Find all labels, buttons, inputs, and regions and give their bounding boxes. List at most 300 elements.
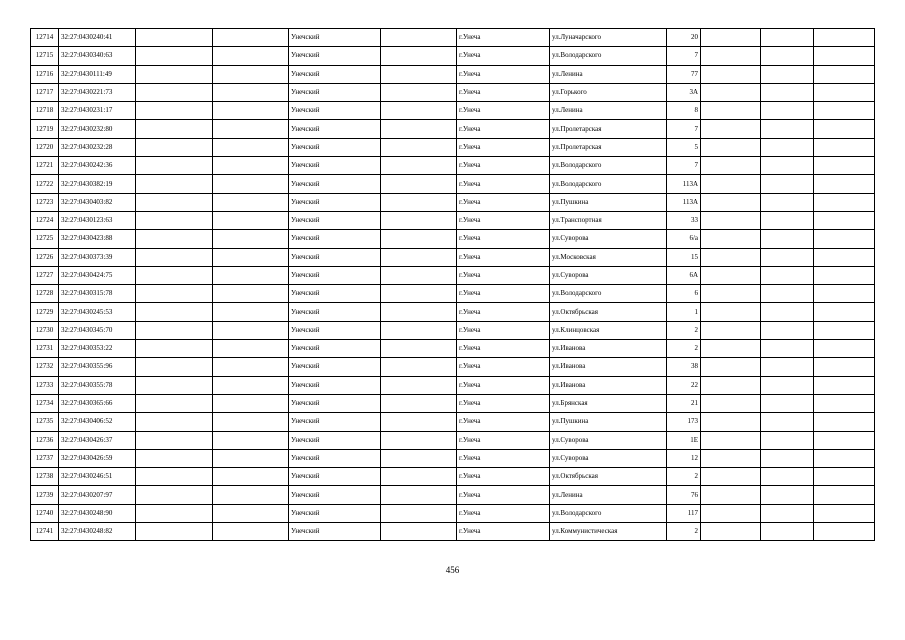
empty-cell [213,102,289,120]
cadastral-number-cell: 32:27:0430345:70 [59,321,136,339]
district-cell: Унечский [289,321,381,339]
table-row [31,83,875,101]
empty-cell [213,138,289,156]
empty-cell [136,394,213,412]
empty-cell [814,47,875,65]
table-row [31,303,875,321]
empty-cell [136,285,213,303]
empty-cell [761,248,814,266]
empty-cell [761,120,814,138]
district-cell: Унечский [289,266,381,284]
empty-cell [701,321,761,339]
cadastral-number-cell: 32:27:0430231:17 [59,102,136,120]
empty-cell [814,449,875,467]
empty-cell [381,211,457,229]
row-number-cell: 12722 [31,175,59,193]
empty-cell [701,266,761,284]
cadastral-number-cell: 32:27:0430424:75 [59,266,136,284]
city-cell: г.Унеча [457,285,550,303]
registry-table-container [30,28,874,541]
cadastral-number-cell: 32:27:0430242:36 [59,157,136,175]
empty-cell [381,83,457,101]
empty-cell [136,266,213,284]
table-row [31,394,875,412]
empty-cell [136,138,213,156]
empty-cell [136,193,213,211]
empty-cell [136,504,213,522]
empty-cell [381,138,457,156]
empty-cell [761,321,814,339]
empty-cell [136,431,213,449]
empty-cell [761,266,814,284]
empty-cell [381,376,457,394]
cadastral-number-cell: 32:27:0430248:82 [59,523,136,541]
city-cell: г.Унеча [457,138,550,156]
empty-cell [814,394,875,412]
empty-cell [136,175,213,193]
empty-cell [814,340,875,358]
table-row [31,175,875,193]
empty-cell [381,486,457,504]
empty-cell [136,65,213,83]
empty-cell [701,413,761,431]
empty-cell [814,266,875,284]
table-row [31,102,875,120]
house-number-cell: 113А [667,193,701,211]
street-cell: ул.Луначарского [550,29,667,47]
district-cell: Унечский [289,431,381,449]
city-cell: г.Унеча [457,340,550,358]
district-cell: Унечский [289,285,381,303]
city-cell: г.Унеча [457,248,550,266]
table-row [31,157,875,175]
house-number-cell: 22 [667,376,701,394]
empty-cell [814,303,875,321]
district-cell: Унечский [289,120,381,138]
cadastral-number-cell: 32:27:0430123:63 [59,211,136,229]
empty-cell [761,504,814,522]
table-row [31,504,875,522]
empty-cell [701,120,761,138]
row-number-cell: 12737 [31,449,59,467]
street-cell: ул.Володарского [550,47,667,65]
empty-cell [701,248,761,266]
registry-table-body [31,29,875,541]
house-number-cell: 173 [667,413,701,431]
page-number: 456 [445,565,460,575]
empty-cell [381,266,457,284]
empty-cell [701,211,761,229]
empty-cell [213,340,289,358]
empty-cell [814,83,875,101]
row-number-cell: 12735 [31,413,59,431]
district-cell: Унечский [289,376,381,394]
empty-cell [701,358,761,376]
district-cell: Унечский [289,211,381,229]
house-number-cell: 6/а [667,230,701,248]
empty-cell [136,157,213,175]
empty-cell [136,120,213,138]
empty-cell [761,102,814,120]
table-row [31,358,875,376]
district-cell: Унечский [289,193,381,211]
cadastral-number-cell: 32:27:0430248:90 [59,504,136,522]
empty-cell [381,468,457,486]
cadastral-number-cell: 32:27:0430382:19 [59,175,136,193]
empty-cell [761,175,814,193]
empty-cell [213,486,289,504]
street-cell: ул.Пролетарская [550,138,667,156]
empty-cell [761,285,814,303]
row-number-cell: 12725 [31,230,59,248]
city-cell: г.Унеча [457,413,550,431]
empty-cell [701,449,761,467]
empty-cell [761,449,814,467]
house-number-cell: 6 [667,285,701,303]
empty-cell [136,449,213,467]
cadastral-number-cell: 32:27:0430355:78 [59,376,136,394]
empty-cell [381,120,457,138]
empty-cell [701,523,761,541]
empty-cell [213,83,289,101]
registry-table [30,28,875,541]
empty-cell [701,376,761,394]
empty-cell [814,120,875,138]
street-cell: ул.Суворова [550,449,667,467]
empty-cell [761,358,814,376]
house-number-cell: 7 [667,157,701,175]
empty-cell [701,29,761,47]
city-cell: г.Унеча [457,29,550,47]
house-number-cell: 6А [667,266,701,284]
empty-cell [814,376,875,394]
street-cell: ул.Транспортная [550,211,667,229]
house-number-cell: 77 [667,65,701,83]
district-cell: Унечский [289,175,381,193]
house-number-cell: 15 [667,248,701,266]
district-cell: Унечский [289,230,381,248]
empty-cell [761,230,814,248]
table-row [31,413,875,431]
row-number-cell: 12719 [31,120,59,138]
table-row [31,266,875,284]
row-number-cell: 12740 [31,504,59,522]
empty-cell [701,303,761,321]
street-cell: ул.Иванова [550,340,667,358]
row-number-cell: 12734 [31,394,59,412]
empty-cell [213,321,289,339]
district-cell: Унечский [289,248,381,266]
house-number-cell: 2 [667,468,701,486]
row-number-cell: 12733 [31,376,59,394]
empty-cell [701,102,761,120]
city-cell: г.Унеча [457,394,550,412]
street-cell: ул.Клинцовская [550,321,667,339]
city-cell: г.Унеча [457,83,550,101]
empty-cell [136,358,213,376]
empty-cell [761,468,814,486]
street-cell: ул.Ленина [550,102,667,120]
empty-cell [381,102,457,120]
street-cell: ул.Октябрьская [550,468,667,486]
street-cell: ул.Пушкина [550,413,667,431]
empty-cell [814,193,875,211]
cadastral-number-cell: 32:27:0430245:53 [59,303,136,321]
empty-cell [381,175,457,193]
district-cell: Унечский [289,157,381,175]
row-number-cell: 12721 [31,157,59,175]
empty-cell [701,193,761,211]
empty-cell [701,138,761,156]
empty-cell [381,65,457,83]
table-row [31,523,875,541]
district-cell: Унечский [289,449,381,467]
empty-cell [213,266,289,284]
empty-cell [814,29,875,47]
city-cell: г.Унеча [457,431,550,449]
table-row [31,486,875,504]
house-number-cell: 76 [667,486,701,504]
table-row [31,468,875,486]
empty-cell [213,523,289,541]
empty-cell [761,486,814,504]
city-cell: г.Унеча [457,468,550,486]
street-cell: ул.Ленина [550,486,667,504]
empty-cell [701,83,761,101]
empty-cell [136,29,213,47]
street-cell: ул.Володарского [550,157,667,175]
street-cell: ул.Брянская [550,394,667,412]
street-cell: ул.Ленина [550,65,667,83]
table-row [31,340,875,358]
street-cell: ул.Коммунистическая [550,523,667,541]
empty-cell [761,47,814,65]
district-cell: Унечский [289,358,381,376]
district-cell: Унечский [289,523,381,541]
district-cell: Унечский [289,83,381,101]
empty-cell [761,394,814,412]
row-number-cell: 12720 [31,138,59,156]
district-cell: Унечский [289,504,381,522]
city-cell: г.Унеча [457,120,550,138]
empty-cell [701,285,761,303]
street-cell: ул.Суворова [550,266,667,284]
row-number-cell: 12726 [31,248,59,266]
house-number-cell: 21 [667,394,701,412]
empty-cell [814,504,875,522]
street-cell: ул.Московская [550,248,667,266]
empty-cell [136,376,213,394]
city-cell: г.Унеча [457,211,550,229]
district-cell: Унечский [289,138,381,156]
empty-cell [381,413,457,431]
empty-cell [814,211,875,229]
empty-cell [136,102,213,120]
empty-cell [814,230,875,248]
district-cell: Унечский [289,486,381,504]
empty-cell [136,340,213,358]
cadastral-number-cell: 32:27:0430111:49 [59,65,136,83]
house-number-cell: 1Е [667,431,701,449]
table-row [31,120,875,138]
cadastral-number-cell: 32:27:0430246:51 [59,468,136,486]
empty-cell [381,303,457,321]
empty-cell [381,340,457,358]
empty-cell [701,468,761,486]
empty-cell [136,321,213,339]
empty-cell [213,504,289,522]
table-row [31,47,875,65]
empty-cell [814,486,875,504]
row-number-cell: 12736 [31,431,59,449]
row-number-cell: 12732 [31,358,59,376]
street-cell: ул.Октябрьская [550,303,667,321]
table-row [31,138,875,156]
street-cell: ул.Иванова [550,358,667,376]
house-number-cell: 33 [667,211,701,229]
empty-cell [213,211,289,229]
empty-cell [213,29,289,47]
street-cell: ул.Суворова [550,431,667,449]
empty-cell [136,211,213,229]
house-number-cell: 7 [667,47,701,65]
district-cell: Унечский [289,65,381,83]
empty-cell [136,47,213,65]
empty-cell [814,321,875,339]
empty-cell [213,157,289,175]
city-cell: г.Унеча [457,376,550,394]
empty-cell [761,413,814,431]
empty-cell [213,175,289,193]
empty-cell [213,285,289,303]
empty-cell [381,193,457,211]
district-cell: Унечский [289,102,381,120]
cadastral-number-cell: 32:27:0430315:78 [59,285,136,303]
house-number-cell: 2 [667,523,701,541]
empty-cell [213,303,289,321]
empty-cell [213,431,289,449]
house-number-cell: 5 [667,138,701,156]
empty-cell [381,431,457,449]
table-row [31,211,875,229]
empty-cell [761,303,814,321]
empty-cell [701,340,761,358]
row-number-cell: 12716 [31,65,59,83]
empty-cell [814,358,875,376]
district-cell: Унечский [289,394,381,412]
empty-cell [213,413,289,431]
cadastral-number-cell: 32:27:0430340:63 [59,47,136,65]
empty-cell [761,193,814,211]
city-cell: г.Унеча [457,266,550,284]
empty-cell [701,504,761,522]
empty-cell [761,376,814,394]
city-cell: г.Унеча [457,449,550,467]
table-row [31,431,875,449]
street-cell: ул.Суворова [550,230,667,248]
empty-cell [213,230,289,248]
city-cell: г.Унеча [457,523,550,541]
empty-cell [381,285,457,303]
street-cell: ул.Пушкина [550,193,667,211]
empty-cell [761,29,814,47]
cadastral-number-cell: 32:27:0430232:28 [59,138,136,156]
empty-cell [701,230,761,248]
empty-cell [381,230,457,248]
empty-cell [381,321,457,339]
row-number-cell: 12728 [31,285,59,303]
street-cell: ул.Володарского [550,504,667,522]
table-row [31,285,875,303]
empty-cell [213,193,289,211]
row-number-cell: 12723 [31,193,59,211]
empty-cell [814,413,875,431]
street-cell: ул.Володарского [550,175,667,193]
empty-cell [381,523,457,541]
empty-cell [761,138,814,156]
empty-cell [136,413,213,431]
empty-cell [701,65,761,83]
street-cell: ул.Пролетарская [550,120,667,138]
city-cell: г.Унеча [457,230,550,248]
house-number-cell: 8 [667,102,701,120]
empty-cell [814,523,875,541]
table-row [31,193,875,211]
cadastral-number-cell: 32:27:0430406:52 [59,413,136,431]
cadastral-number-cell: 32:27:0430423:88 [59,230,136,248]
district-cell: Унечский [289,47,381,65]
empty-cell [701,47,761,65]
cadastral-number-cell: 32:27:0430426:59 [59,449,136,467]
street-cell: ул.Володарского [550,285,667,303]
empty-cell [381,358,457,376]
empty-cell [761,431,814,449]
cadastral-number-cell: 32:27:0430373:39 [59,248,136,266]
empty-cell [381,248,457,266]
house-number-cell: 38 [667,358,701,376]
empty-cell [213,449,289,467]
cadastral-number-cell: 32:27:0430353:22 [59,340,136,358]
empty-cell [136,523,213,541]
empty-cell [701,175,761,193]
row-number-cell: 12717 [31,83,59,101]
city-cell: г.Унеча [457,358,550,376]
row-number-cell: 12731 [31,340,59,358]
table-row [31,29,875,47]
city-cell: г.Унеча [457,175,550,193]
house-number-cell: 1 [667,303,701,321]
city-cell: г.Унеча [457,321,550,339]
empty-cell [761,211,814,229]
district-cell: Унечский [289,413,381,431]
empty-cell [213,248,289,266]
empty-cell [381,449,457,467]
empty-cell [701,394,761,412]
house-number-cell: 12 [667,449,701,467]
city-cell: г.Унеча [457,504,550,522]
district-cell: Унечский [289,303,381,321]
row-number-cell: 12738 [31,468,59,486]
table-row [31,65,875,83]
empty-cell [213,47,289,65]
table-row [31,248,875,266]
empty-cell [701,486,761,504]
empty-cell [136,468,213,486]
cadastral-number-cell: 32:27:0430207:97 [59,486,136,504]
city-cell: г.Унеча [457,193,550,211]
empty-cell [761,523,814,541]
empty-cell [761,340,814,358]
